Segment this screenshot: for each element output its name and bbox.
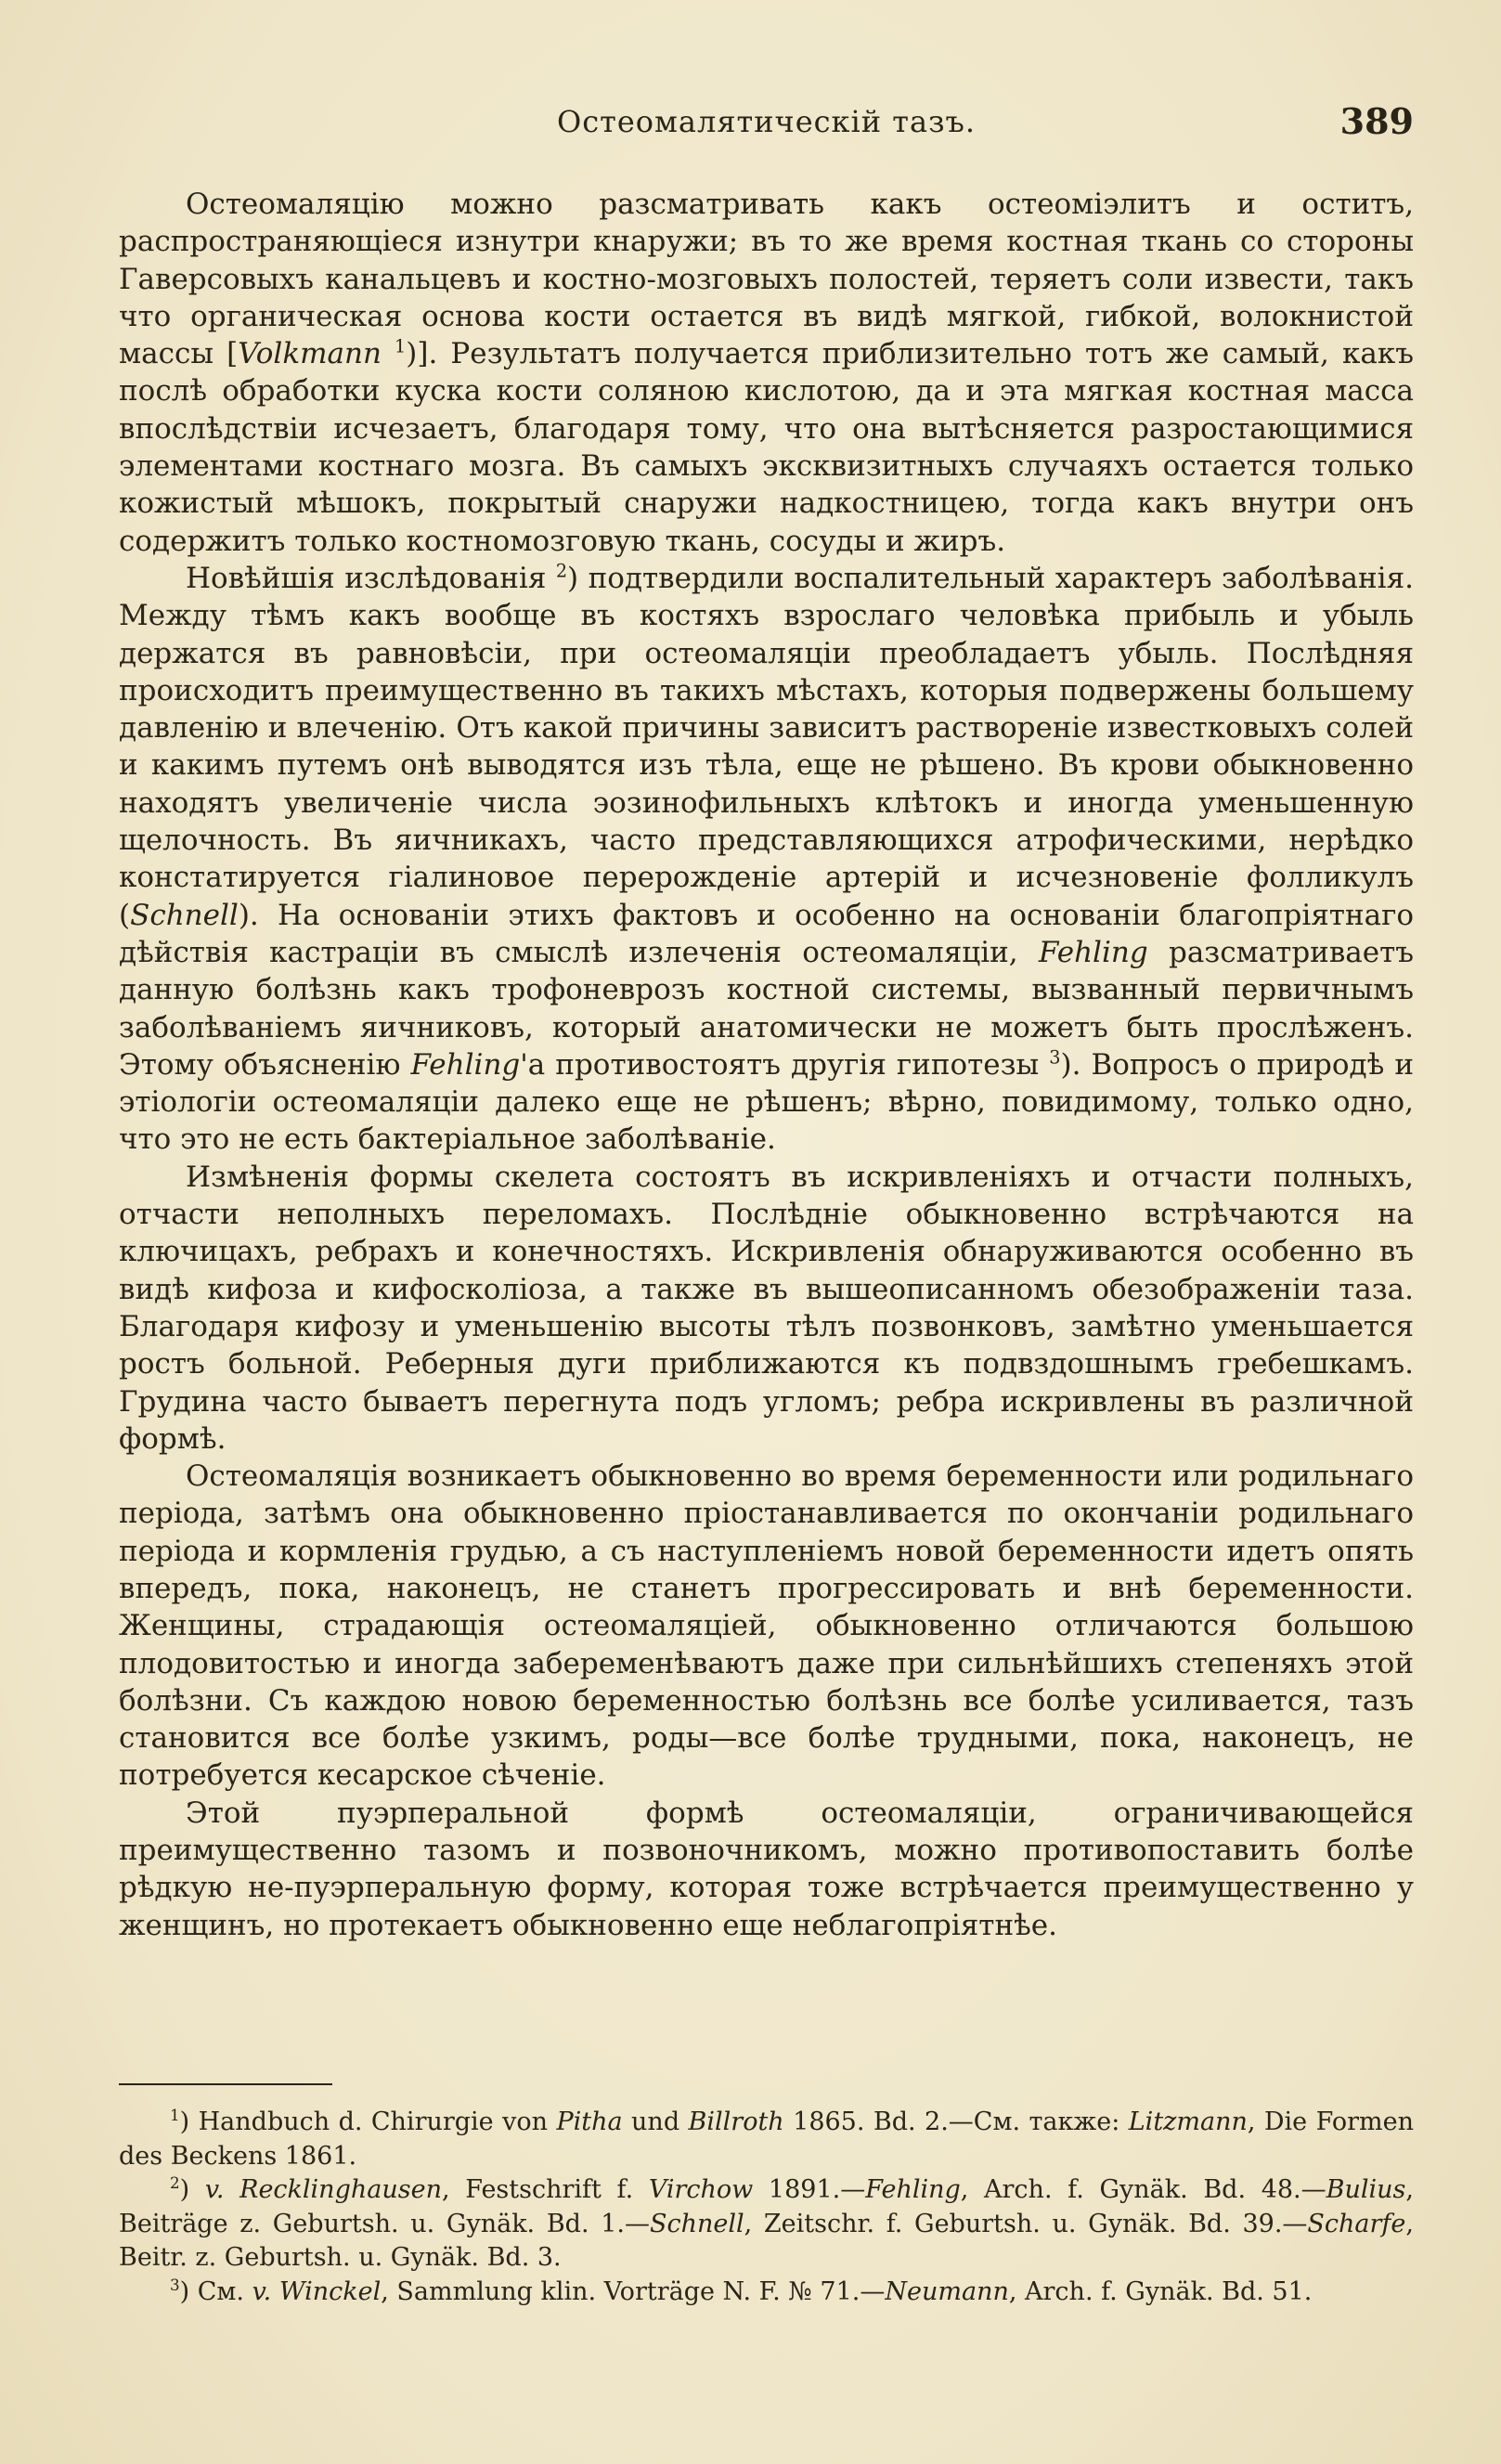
text-run: , Zeitschr. f. Geburtsh. u. Gynäk. Bd. 39.— bbox=[744, 2209, 1308, 2238]
author-name: Bulius bbox=[1326, 2175, 1406, 2204]
text-run: , Beiträge z. Geburtsh. u. Gynäk. Bd. 1.— bbox=[119, 2175, 1414, 2238]
author-name: Virchow bbox=[648, 2175, 754, 2204]
body-text bbox=[119, 186, 1414, 1944]
text-run: ) bbox=[179, 2175, 205, 2204]
author-name: Pitha bbox=[556, 2107, 623, 2136]
footnote-mark: 1 bbox=[170, 2106, 180, 2124]
text-run: und bbox=[622, 2107, 689, 2136]
text-run: ) Handbuch d. Chirurgie von bbox=[179, 2107, 557, 2136]
text-run: , Sammlung klin. Vorträge N. F. № 71.— bbox=[381, 2276, 886, 2306]
text-run: )]. Результатъ получается приблизительно тотъ же самый, какъ послѣ обработки куска кости соляною кислотою, да и эта мягкая костная масса впослѣдствіи исчезаетъ, благодаря тому, что она вытѣсняется разростающимися элементами костнаго мозга. Въ самыхъ экcквизитныхъ случаяхъ остается только кожистый мѣшокъ, покрытый снаружи надкостницею, тогда какъ внутри онъ содержитъ только костномозговую ткань, сосуды и жиръ. bbox=[119, 337, 1414, 558]
paragraph-3: Измѣненія формы скелета состоятъ въ искривленіяхъ и отчасти полныхъ, отчасти неполныхъ переломахъ. Послѣдніе обыкновенно встрѣчаются на ключицахъ, ребрахъ и конечностяхъ. Искривленія обнаруживаются особенно въ видѣ кифоза и кифосколіоза, а также въ вышеописанномъ обезображеніи таза. Благодаря кифозу и уменьшенію высоты тѣлъ позвонковъ, замѣтно уменьшается ростъ больной. Реберныя дуги приближаются къ подвздошнымъ гребешкамъ. Грудина часто бываетъ перегнута подъ угломъ; ребра искривлены въ различной формѣ. bbox=[119, 1160, 1414, 1456]
text-run: 'а противостоятъ другія гипотезы bbox=[520, 1047, 1050, 1082]
footnote-ref: 1 bbox=[395, 335, 407, 357]
author-name: Litzmann bbox=[1128, 2107, 1248, 2136]
paragraph-1 bbox=[119, 186, 1414, 560]
author-name: Volkmann bbox=[238, 337, 382, 371]
author-name: v. Winckel bbox=[252, 2276, 382, 2306]
footnote-2 bbox=[119, 2173, 1414, 2276]
text-run: Остеомаляцію можно разсматривать какъ остеоміэлитъ и оститъ, распространяющіеся изнутри кнаружи; въ то же время костная ткань со стороны Гаверсовыхъ канальцевъ и костно-мозговыхъ полостей, теряетъ соли извести, такъ что органическая основа кости остается въ видѣ мягкой, гибкой, волокнистой массы [ bbox=[119, 188, 1414, 371]
text-run: ). Вопросъ о природѣ и этіологіи остеомаляціи далеко еще не рѣшенъ; вѣрно, повидимому, только одно, что это не есть бактеріальное заболѣваніе. bbox=[119, 1047, 1414, 1157]
paragraph-4: Остеомаляція возникаетъ обыкновенно во время беременности или родильнаго періода, затѣмъ она обыкновенно пріостанавливается по окончаніи родильнаго періода и кормленія грудью, а съ наступленіемъ новой беременности идетъ опять впередъ, пока, наконецъ, не станетъ прогрессировать и внѣ беременности. Женщины, страдающія остеомаляціей, обыкновенно отличаются большою плодовитостью и иногда забеременѣваютъ даже при сильнѣйшихъ степеняхъ этой болѣзни. Съ каждою новою беременностью болѣзнь все болѣе усиливается, тазъ становится все болѣе узкимъ, роды—все болѣе трудными, пока, наконецъ, не потребуется кесарское сѣченіе. bbox=[119, 1459, 1414, 1793]
author-name: v. Recklinghausen bbox=[204, 2175, 442, 2204]
author-name: Schnell bbox=[649, 2209, 744, 2238]
footnote-ref: 2 bbox=[555, 560, 568, 582]
footnote-1 bbox=[119, 2106, 1414, 2173]
footnote-3 bbox=[119, 2276, 1414, 2310]
footnote-ref: 3 bbox=[1049, 1046, 1061, 1069]
author-name: Scharfe bbox=[1307, 2209, 1406, 2238]
text-run: , Festschrift f. bbox=[441, 2175, 649, 2204]
author-name: Neumann bbox=[885, 2276, 1009, 2306]
text-run: , Arch. f. Gynäk. Bd. 51. bbox=[1008, 2276, 1313, 2306]
footnote-mark: 3 bbox=[170, 2275, 180, 2294]
author-name: Billroth bbox=[688, 2107, 784, 2136]
footnotes bbox=[119, 2106, 1414, 2309]
author-name: Fehling bbox=[1038, 935, 1148, 969]
text-run: , Beitr. z. Geburtsh. u. Gynäk. Bd. 3. bbox=[119, 2209, 1414, 2272]
text-run: 1865. Bd. 2.—См. также: bbox=[783, 2107, 1129, 2136]
page-number: 389 bbox=[1339, 100, 1414, 142]
author-name: Fehling bbox=[865, 2175, 961, 2204]
text-run: ) подтвердили воспалительный характеръ заболѣванія. Между тѣмъ какъ вообще въ костяхъ взрослаго человѣка прибыль и убыль держатся въ равновѣсіи, при остеомаляціи преобладаетъ убыль. Послѣдняя происходитъ преимущественно въ такихъ мѣстахъ, которыя подвержены большему давленію и влеченію. Отъ какой причины зависитъ раствореніе известковыхъ солей и какимъ путемъ онѣ выводятся изъ тѣла, еще не рѣшено. Въ крови обыкновенно находятъ увеличеніе числа эозинофильныхъ клѣтокъ и иногда уменьшенную щелочность. Въ яичникахъ, часто представляющихся атрофическими, нерѣдко констатируется гіалиновое перерожденіе артерій и исчезновеніе фолликулъ ( bbox=[119, 561, 1414, 932]
text-run: 1891.— bbox=[753, 2175, 866, 2204]
text-run: ). На основаніи этихъ фактовъ и особенно на основаніи благопріятнаго дѣйствія кастраціи въ смыслѣ излеченія остеомаляціи, bbox=[119, 898, 1414, 969]
running-head bbox=[119, 100, 1414, 160]
paragraph-2 bbox=[119, 560, 1414, 1159]
running-title: Остеомалятическій тазъ. bbox=[556, 104, 977, 139]
text-run: разсматриваетъ данную болѣзнь какъ трофоневрозъ костной системы, вызванный первичнымъ заболѣваніемъ яичниковъ, который анатомически не можетъ быть прослѣженъ. Этому объясненію bbox=[119, 935, 1414, 1082]
footnote-divider bbox=[119, 2083, 332, 2085]
author-name: Fehling bbox=[410, 1047, 521, 1082]
author-name: Schnell bbox=[130, 898, 239, 932]
text-run: , Die Formen des Beckens 1861. bbox=[119, 2107, 1414, 2171]
text-run: , Arch. f. Gynäk. Bd. 48.— bbox=[960, 2175, 1326, 2204]
paragraph-5: Этой пуэрперальной формѣ остеомаляціи, ограничивающейся преимущественно тазомъ и позвоночникомъ, можно противопоставить болѣе рѣдкую не-пуэрперальную форму, которая тоже встрѣчается преимущественно у женщинъ, но протекаетъ обыкновенно еще неблагопріятнѣе. bbox=[119, 1796, 1414, 1942]
footnote-mark: 2 bbox=[170, 2173, 180, 2192]
text-run: Новѣйшія изслѣдованія bbox=[186, 561, 556, 595]
text-run: ) См. bbox=[179, 2276, 252, 2306]
